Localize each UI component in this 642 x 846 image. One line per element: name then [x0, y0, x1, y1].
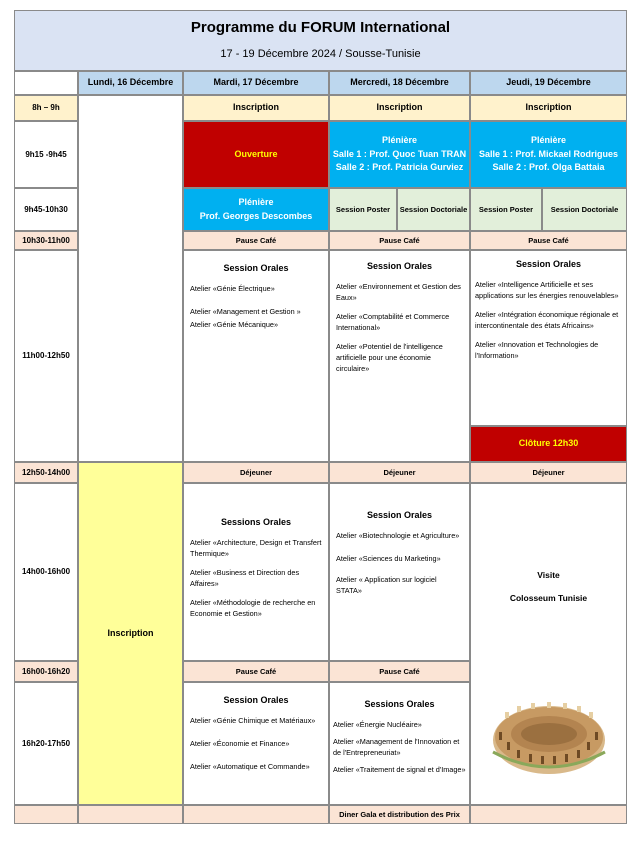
- mercredi-sessions-aprem2: [329, 682, 470, 805]
- program-subtitle: 17 - 19 Décembre 2024 / Sousse-Tunisie: [220, 48, 421, 60]
- jeudi-cloture: Clôture 12h30: [470, 426, 627, 462]
- jeudi-visite-label: Visite: [537, 570, 560, 580]
- mercredi-sessions-matin: [329, 250, 470, 462]
- atelier-item: Atelier «Sciences du Marketing»: [336, 554, 441, 564]
- atelier-item: Atelier «Intelligence Artificielle et ses applications sur les énergies renouvelables»: [475, 280, 619, 301]
- jeudi-sessions-matin-title: Session Orales: [515, 259, 582, 269]
- mercredi-pleniere-title: Plénière: [381, 134, 418, 145]
- time-16h00-16h20: 16h00-16h20: [14, 661, 78, 682]
- atelier-item: Atelier «Automatique et Commande»: [190, 762, 310, 772]
- mercredi-inscription: Inscription: [329, 95, 470, 121]
- mardi-inscription: Inscription: [183, 95, 329, 121]
- mercredi-pause-aprem: Pause Café: [329, 661, 470, 682]
- mardi-pause-matin: Pause Café: [183, 231, 329, 250]
- atelier-item: Atelier «Potentiel de l'intelligence artificielle pour une économie circulaire»: [336, 342, 443, 373]
- mercredi-sessions-aprem2-title: Sessions Orales: [364, 699, 435, 709]
- atelier-item: Atelier «Innovation et Technologies de l'Information»: [475, 340, 599, 360]
- mercredi-pleniere: [329, 121, 470, 188]
- atelier-item: Atelier «Économie et Finance»: [190, 739, 290, 749]
- mardi-pleniere-title: Plénière: [238, 196, 274, 207]
- jeudi-pleniere: [470, 121, 627, 188]
- time-8h-9h: 8h – 9h: [14, 95, 78, 121]
- jeudi-dejeuner: Déjeuner: [470, 462, 627, 483]
- mardi-sessions-matin-title: Session Orales: [223, 263, 289, 273]
- atelier-item: Atelier «Génie Mécanique»: [190, 320, 279, 330]
- jeudi-pleniere-salle2: Salle 2 : Prof. Olga Battaia: [492, 162, 605, 173]
- atelier-item: Atelier «Environnement et Gestion des Eaux»: [336, 282, 461, 303]
- atelier-item: Atelier «Génie Électrique»: [190, 284, 275, 294]
- jeudi-pause-matin: Pause Café: [470, 231, 627, 250]
- atelier-item: Atelier «Génie Chimique et Matériaux»: [190, 716, 316, 726]
- time-10h30-11h00: 10h30-11h00: [14, 231, 78, 250]
- jeudi-visite-place: Colosseum Tunisie: [509, 592, 588, 603]
- atelier-item: Atelier « Application sur logiciel STATA»: [336, 575, 437, 596]
- atelier-item: Atelier «Architecture, Design et Transfert Thermique»: [190, 537, 322, 558]
- atelier-item: Atelier «Comptabilité et Commerce International»: [336, 312, 450, 333]
- mardi-sessions-aprem2-title: Session Orales: [223, 695, 289, 705]
- lundi-final-empty: [78, 805, 183, 824]
- day-header-mardi: Mardi, 17 Décembre: [183, 71, 329, 95]
- mardi-pleniere: [183, 188, 329, 231]
- atelier-item: Atelier «Traitement de signal et d'Image»: [333, 765, 466, 775]
- jeudi-final-empty: [470, 805, 627, 824]
- jeudi-pleniere-salle1: Salle 1 : Prof. Mickael Rodrigues: [478, 148, 619, 159]
- mardi-sessions-aprem1-title: Sessions Orales: [220, 516, 292, 527]
- mardi-sessions-aprem1: [183, 483, 329, 661]
- day-header-jeudi: Jeudi, 19 Décembre: [470, 71, 627, 95]
- mercredi-sessions-matin-title: Session Orales: [366, 261, 433, 271]
- time-11h00-12h50: 11h00-12h50: [14, 250, 78, 462]
- program-title: Programme du FORUM International: [190, 19, 451, 37]
- mardi-sessions-matin: [183, 250, 329, 462]
- time-final-empty: [14, 805, 78, 824]
- atelier-item: Atelier «Business et Direction des Affaires»: [190, 567, 300, 588]
- mercredi-sessions-aprem1: [329, 483, 470, 661]
- atelier-item: Atelier «Biotechnologie et Agriculture»: [336, 531, 460, 541]
- mardi-sessions-aprem2: [183, 682, 329, 805]
- atelier-item: Atelier «Management et Gestion »: [190, 307, 301, 317]
- jeudi-session-poster: Session Poster: [470, 188, 542, 231]
- lundi-morning-empty: [78, 95, 183, 462]
- mercredi-sessions-aprem1-title: Session Orales: [366, 510, 433, 520]
- jeudi-session-doctoriale: Session Doctoriale: [542, 188, 627, 231]
- atelier-item: Atelier «Management de l'Innovation et de l'Entrepreneuriat»: [333, 737, 460, 758]
- mardi-dejeuner: Déjeuner: [183, 462, 329, 483]
- atelier-item: Atelier «Énergie Nucléaire»: [333, 720, 422, 730]
- day-header-lundi: Lundi, 16 Décembre: [78, 71, 183, 95]
- corner-cell: [14, 71, 78, 95]
- diner-gala: Diner Gala et distribution des Prix: [329, 805, 470, 824]
- atelier-item: Atelier «Méthodologie de recherche en Economie et Gestion»: [190, 597, 316, 618]
- mercredi-pleniere-salle1: Salle 1 : Prof. Quoc Tuan TRAN: [332, 148, 467, 159]
- time-16h20-17h50: 16h20-17h50: [14, 682, 78, 805]
- mercredi-session-poster: Session Poster: [329, 188, 397, 231]
- time-12h50-14h00: 12h50-14h00: [14, 462, 78, 483]
- program-header: [14, 10, 627, 71]
- mercredi-pleniere-salle2: Salle 2 : Prof. Patricia Gurviez: [335, 162, 464, 173]
- mercredi-session-doctoriale: Session Doctoriale: [397, 188, 470, 231]
- time-14h00-16h00: 14h00-16h00: [14, 483, 78, 661]
- lundi-inscription: Inscription: [78, 462, 183, 805]
- mercredi-pause-matin: Pause Café: [329, 231, 470, 250]
- mardi-pleniere-prof: Prof. Georges Descombes: [199, 210, 313, 221]
- jeudi-pleniere-title: Plénière: [530, 134, 567, 145]
- jeudi-sessions-matin: [470, 250, 627, 426]
- jeudi-inscription: Inscription: [470, 95, 627, 121]
- jeudi-visite: [470, 483, 627, 805]
- time-9h15-9h45: 9h15 -9h45: [14, 121, 78, 188]
- day-header-mercredi: Mercredi, 18 Décembre: [329, 71, 470, 95]
- time-9h45-10h30: 9h45-10h30: [14, 188, 78, 231]
- mardi-pause-aprem: Pause Café: [183, 661, 329, 682]
- mercredi-dejeuner: Déjeuner: [329, 462, 470, 483]
- colosseum-image: [489, 682, 609, 782]
- mardi-final-empty: [183, 805, 329, 824]
- atelier-item: Atelier «Intégration économique régionale et intercontinentale des états Africains»: [475, 310, 619, 331]
- mardi-ouverture: Ouverture: [183, 121, 329, 188]
